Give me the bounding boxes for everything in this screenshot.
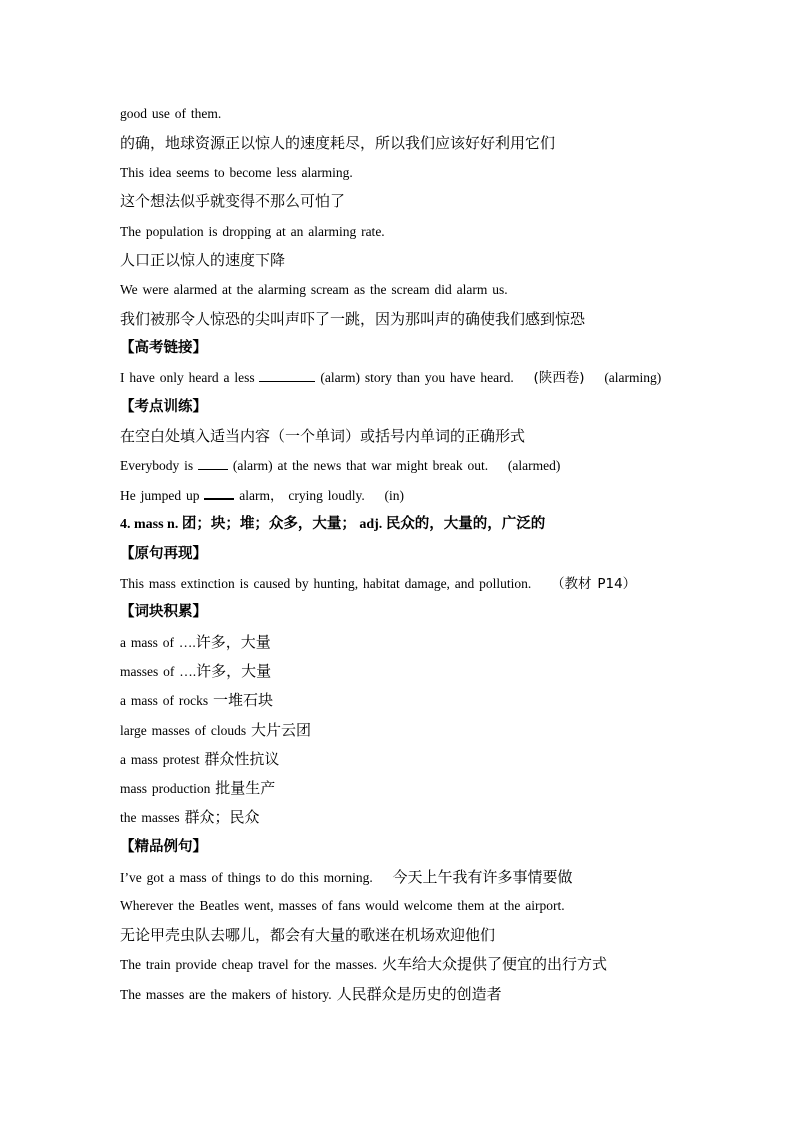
example-sentence — [120, 984, 502, 1005]
exercise-text: He jumped up — [120, 488, 200, 503]
phrase-zh: 许多，大量 — [196, 662, 272, 680]
phrase-zh: 群众；民众 — [184, 808, 260, 826]
exercise-source: (陕西卷) — [533, 370, 585, 386]
vocab-pos: adj. — [359, 517, 383, 532]
phrase-item — [120, 749, 279, 770]
phrase-item — [120, 661, 271, 682]
example-zh: 今天上午我有许多事情要做 — [392, 868, 573, 886]
vocab-word: 4. mass n. — [120, 517, 179, 532]
example-sentence — [120, 867, 573, 888]
section-heading-original-sentence: 【原句再现】 — [120, 546, 207, 562]
sentence-text: This mass extinction is caused by hunting, habitat damage, and pollution. — [120, 576, 532, 591]
exercise-text: I have only heard a less — [120, 370, 255, 385]
answer-blank — [259, 369, 315, 382]
phrase-en: masses of …. — [120, 664, 197, 679]
phrase-en: the masses — [120, 810, 180, 825]
example-en: I’ve got a mass of things to do this morning. — [120, 870, 373, 885]
text-line-zh: 这个想法似乎就变得不那么可怕了 — [120, 192, 346, 210]
section-heading-examples: 【精品例句】 — [120, 839, 207, 855]
textbook-source: （教材 P14） — [551, 576, 637, 592]
vocab-definition: 民众的，大量的，广泛的 — [385, 516, 546, 532]
vocab-definition: 团；块；堆；众多，大量； — [181, 516, 356, 532]
example-zh: 火车给大众提供了便宜的出行方式 — [382, 955, 608, 973]
exercise-text: (alarm) at the news that war might break out. — [232, 458, 489, 473]
example-translation: 无论甲壳虫队去哪儿，都会有大量的歌迷在机场欢迎他们 — [120, 926, 496, 944]
phrase-zh: 一堆石块 — [212, 691, 273, 709]
phrase-item — [120, 807, 260, 828]
phrase-zh: 批量生产 — [215, 779, 276, 797]
example-en: The masses are the makers of history. — [120, 987, 332, 1002]
phrase-en: mass production — [120, 781, 211, 796]
phrase-item — [120, 690, 273, 711]
text-line-en — [120, 574, 636, 594]
exercise-text: Everybody is — [120, 458, 194, 473]
text-line-en: good use of them. — [120, 106, 222, 121]
text-line-zh: 在空白处填入适当内容（一个单词）或括号内单词的正确形式 — [120, 427, 526, 445]
phrase-en: a mass of …. — [120, 635, 196, 650]
text-line-en: The population is dropping at an alarming rate. — [120, 224, 385, 239]
phrase-en: a mass protest — [120, 752, 200, 767]
section-heading-phrases: 【词块积累】 — [120, 604, 207, 620]
exercise-line — [120, 456, 560, 476]
section-heading-gaokao-link: 【高考链接】 — [120, 340, 207, 356]
phrase-zh: 群众性抗议 — [204, 750, 280, 768]
exercise-text: (alarm) story than you have heard. — [320, 370, 514, 385]
exercise-text: alarm， crying loudly. — [239, 488, 365, 503]
phrase-zh: 许多，大量 — [195, 633, 271, 651]
phrase-item — [120, 720, 311, 741]
exercise-line — [120, 486, 404, 506]
text-line-zh: 我们被那令人惊恐的尖叫声吓了一跳，因为那叫声的确使我们感到惊恐 — [120, 310, 586, 328]
text-line-en: We were alarmed at the alarming scream as the scream did alarm us. — [120, 282, 508, 297]
exercise-answer: (alarming) — [604, 370, 662, 385]
exercise-line — [120, 368, 661, 388]
phrase-item — [120, 632, 271, 653]
exercise-answer: (in) — [384, 488, 404, 503]
exercise-answer: (alarmed) — [507, 458, 561, 473]
phrase-zh: 大片云团 — [250, 721, 311, 739]
phrase-en: a mass of rocks — [120, 693, 209, 708]
example-sentence: Wherever the Beatles went, masses of fans would welcome them at the airport. — [120, 898, 565, 913]
answer-blank — [198, 457, 228, 470]
example-sentence — [120, 954, 607, 975]
example-en: The train provide cheap travel for the masses. — [120, 957, 378, 972]
phrase-item — [120, 778, 275, 799]
section-heading-practice: 【考点训练】 — [120, 399, 207, 415]
text-line-zh: 人口正以惊人的速度下降 — [120, 251, 286, 269]
phrase-en: large masses of clouds — [120, 723, 247, 738]
text-line-zh: 的确，地球资源正以惊人的速度耗尽，所以我们应该好好利用它们 — [120, 134, 556, 152]
example-zh: 人民群众是历史的创造者 — [336, 985, 502, 1003]
text-line-en: This idea seems to become less alarming. — [120, 165, 353, 180]
vocab-entry-mass — [120, 514, 545, 535]
answer-blank — [204, 486, 234, 500]
